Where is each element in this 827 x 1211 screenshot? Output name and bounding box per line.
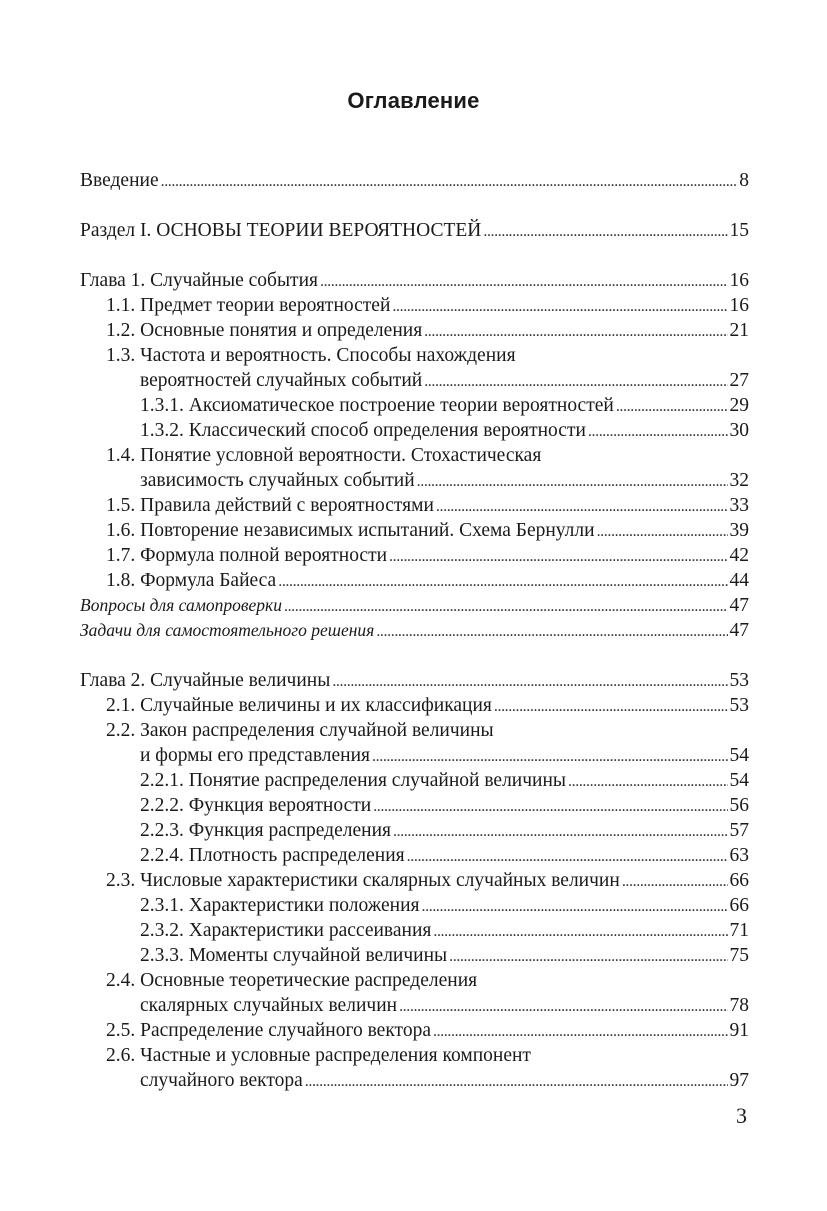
toc-entry-page: 66: [729, 870, 749, 891]
leader-dots: [284, 594, 728, 619]
leader-dots: [305, 1069, 728, 1094]
leader-dots: [373, 794, 727, 819]
toc-entry-page: 21: [729, 320, 749, 341]
toc-entry-text: Задачи для самостоятельного решения: [80, 620, 375, 640]
toc-entry-text: 2.3.1. Характеристики положения: [140, 895, 420, 916]
leader-dots: [372, 744, 727, 769]
toc-entry-page: 8: [739, 170, 749, 191]
toc-entry-text: 1.7. Формула полной вероятности: [106, 545, 388, 566]
toc-entry-1-4[interactable]: [80, 443, 749, 468]
toc-entry-page: 53: [729, 670, 749, 691]
toc-entry-2-3-2[interactable]: [80, 918, 749, 943]
leader-dots: [616, 394, 728, 419]
toc-entry-page: 16: [729, 270, 749, 291]
toc-entry-text: вероятностей случайных событий: [140, 370, 423, 391]
toc-entry-text: скалярных случайных величин: [140, 995, 398, 1016]
leader-dots: [376, 619, 727, 644]
toc-entry-page: 33: [729, 495, 749, 516]
toc-entry-exercises[interactable]: [80, 618, 749, 643]
toc-entry-page: 30: [729, 420, 749, 441]
toc-entry-2-5[interactable]: [80, 1018, 749, 1043]
toc-entry-2-6[interactable]: [80, 1043, 749, 1068]
toc-entry-1-6[interactable]: [80, 518, 749, 543]
toc-entry-text: 1.6. Повторение независимых испытаний. Схема Бернулли: [106, 520, 595, 541]
toc-entry-page: 27: [729, 370, 749, 391]
leader-dots: [494, 694, 728, 719]
toc-entry-page: 47: [729, 620, 749, 641]
toc-entry-text: 2.2.3. Функция распределения: [140, 820, 391, 841]
toc-entry-text: Глава 2. Случайные величины: [80, 670, 331, 691]
toc-entry-page: 97: [729, 1070, 749, 1091]
toc-entry-text: 1.2. Основные понятия и определения: [106, 320, 423, 341]
toc-entry-text: 1.3.2. Классический способ определения вероятности: [140, 420, 586, 441]
table-of-contents: [80, 168, 749, 1093]
toc-entry-text: 1.3.1. Аксиоматическое построение теории вероятностей: [140, 395, 614, 416]
toc-entry-1-3-1[interactable]: [80, 393, 749, 418]
leader-dots: [320, 269, 728, 294]
toc-entry-2-3[interactable]: [80, 868, 749, 893]
toc-entry-text: 2.3. Числовые характеристики скалярных случайных величин: [106, 870, 620, 891]
toc-entry-text: 1.8. Формула Байеса: [106, 570, 277, 591]
toc-entry-1-1[interactable]: [80, 293, 749, 318]
toc-entry-page: 42: [729, 545, 749, 566]
leader-dots: [407, 844, 728, 869]
toc-entry-page: 54: [729, 745, 749, 766]
toc-entry-text: Раздел I. ОСНОВЫ ТЕОРИИ ВЕРОЯТНОСТЕЙ: [80, 220, 482, 241]
toc-entry-text: Глава 1. Случайные события: [80, 270, 318, 291]
page-number: 3: [736, 1103, 747, 1128]
toc-entry-text: 2.6. Частные и условные распределения компонент: [106, 1045, 531, 1066]
toc-entry-text: и формы его представления: [140, 745, 371, 766]
toc-entry-text: 1.3. Частота и вероятность. Способы нахождения: [106, 345, 516, 366]
toc-entry-2-2-1[interactable]: [80, 768, 749, 793]
leader-dots: [424, 369, 727, 394]
toc-entry-page: 44: [729, 570, 749, 591]
toc-entry-text: случайного вектора: [140, 1070, 303, 1091]
toc-entry-page: 39: [729, 520, 749, 541]
toc-entry-2-4[interactable]: [80, 968, 749, 993]
toc-entry-page: 32: [729, 470, 749, 491]
toc-entry-page: 57: [729, 820, 749, 841]
leader-dots: [433, 919, 727, 944]
leader-dots: [424, 319, 727, 344]
toc-entry-1-3[interactable]: [80, 343, 749, 368]
toc-entry-text: 2.2.4. Плотность распределения: [140, 845, 405, 866]
toc-entry-text: Вопросы для самопроверки: [80, 595, 282, 615]
leader-dots: [389, 544, 727, 569]
toc-entry-2-3-1[interactable]: [80, 893, 749, 918]
toc-entry-chapter-1[interactable]: [80, 268, 749, 293]
toc-entry-page: 66: [729, 895, 749, 916]
leader-dots: [588, 419, 728, 444]
toc-entry-text: 1.5. Правила действий с вероятностями: [106, 495, 434, 516]
toc-entry-1-7[interactable]: [80, 543, 749, 568]
leader-dots: [436, 494, 728, 519]
leader-dots: [568, 769, 727, 794]
toc-entry-page: 71: [729, 920, 749, 941]
toc-entry-text: 1.1. Предмет теории вероятностей: [106, 295, 391, 316]
leader-dots: [483, 219, 727, 244]
leader-dots: [332, 669, 727, 694]
toc-entry-text: 2.2.1. Понятие распределения случайной величины: [140, 770, 567, 791]
toc-entry-chapter-2[interactable]: [80, 668, 749, 693]
toc-entry-2-1[interactable]: [80, 693, 749, 718]
toc-entry-questions[interactable]: [80, 593, 749, 618]
toc-entry-2-4-cont[interactable]: [80, 993, 749, 1018]
toc-entry-text: 2.3.2. Характеристики рассеивания: [140, 920, 432, 941]
toc-entry-page: 47: [729, 595, 749, 616]
leader-dots: [597, 519, 728, 544]
toc-entry-2-6-cont[interactable]: [80, 1068, 749, 1093]
toc-entry-text: 2.4. Основные теоретические распределения: [106, 970, 478, 991]
leader-dots: [399, 994, 727, 1019]
toc-entry-text: 2.2. Закон распределения случайной величины: [106, 720, 494, 741]
toc-entry-1-5[interactable]: [80, 493, 749, 518]
toc-entry-intro[interactable]: [80, 168, 749, 193]
toc-entry-text: 2.5. Распределение случайного вектора: [106, 1020, 431, 1041]
toc-entry-text: Введение: [80, 170, 159, 191]
leader-dots: [449, 944, 727, 969]
leader-dots: [422, 894, 728, 919]
leader-dots: [161, 169, 738, 194]
toc-entry-text: зависимость случайных событий: [140, 470, 415, 491]
toc-entry-page: 56: [729, 795, 749, 816]
spacer: [80, 243, 749, 268]
toc-entry-text: 1.4. Понятие условной вероятности. Стохастическая: [106, 445, 542, 466]
leader-dots: [278, 569, 727, 594]
toc-entry-1-3-cont[interactable]: [80, 368, 749, 393]
toc-entry-1-8[interactable]: [80, 568, 749, 593]
toc-entry-2-2-2[interactable]: [80, 793, 749, 818]
spacer: [80, 643, 749, 668]
leader-dots: [393, 819, 728, 844]
leader-dots: [622, 869, 728, 894]
toc-entry-1-4-cont[interactable]: [80, 468, 749, 493]
toc-entry-2-2[interactable]: [80, 718, 749, 743]
toc-entry-section-1[interactable]: [80, 218, 749, 243]
toc-entry-page: 53: [729, 695, 749, 716]
toc-entry-page: 16: [729, 295, 749, 316]
toc-entry-1-2[interactable]: [80, 318, 749, 343]
spacer: [80, 193, 749, 218]
toc-entry-page: 29: [729, 395, 749, 416]
toc-entry-page: 15: [729, 220, 749, 241]
toc-entry-2-2-cont[interactable]: [80, 743, 749, 768]
toc-entry-2-3-3[interactable]: [80, 943, 749, 968]
leader-dots: [392, 294, 727, 319]
toc-entry-page: 75: [729, 945, 749, 966]
toc-entry-page: 54: [729, 770, 749, 791]
leader-dots: [433, 1019, 728, 1044]
toc-entry-1-3-2[interactable]: [80, 418, 749, 443]
toc-entry-2-2-3[interactable]: [80, 818, 749, 843]
page-title: Оглавление: [347, 88, 480, 113]
toc-entry-text: 2.1. Случайные величины и их классификация: [106, 695, 492, 716]
toc-entry-page: 91: [729, 1020, 749, 1041]
toc-entry-2-2-4[interactable]: [80, 843, 749, 868]
toc-entry-text: 2.3.3. Моменты случайной величины: [140, 945, 448, 966]
toc-entry-page: 78: [729, 995, 749, 1016]
toc-entry-text: 2.2.2. Функция вероятности: [140, 795, 372, 816]
leader-dots: [417, 469, 728, 494]
toc-entry-page: 63: [729, 845, 749, 866]
